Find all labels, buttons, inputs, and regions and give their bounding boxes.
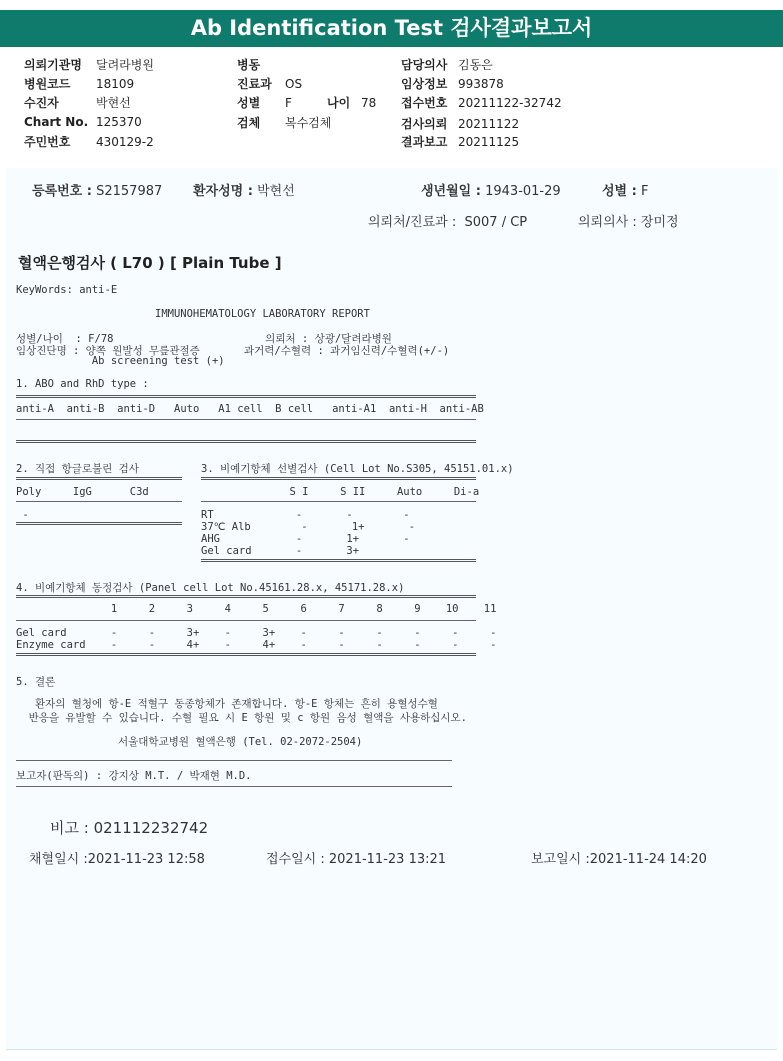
header-value: 김동은 xyxy=(458,58,493,72)
double-rule xyxy=(16,477,182,480)
dat-values: - xyxy=(16,509,29,521)
registration-number xyxy=(32,180,162,199)
info-line-1: 성별/나이 : F/78 의뢰처 : 상광/달려라병원 xyxy=(16,333,392,345)
header-accession-no xyxy=(401,94,562,111)
panel-bottom-divider xyxy=(6,1049,777,1050)
header-label: 의뢰기관명 xyxy=(24,58,82,72)
screening-row: RT - - - xyxy=(201,509,410,521)
header-clinical-info xyxy=(401,75,504,92)
screening-header: S I S II Auto Di-a xyxy=(201,486,480,498)
header-label: 검사의뢰 xyxy=(401,117,448,131)
double-rule xyxy=(16,522,182,525)
header-label: 병동 xyxy=(237,58,261,72)
header-value: F xyxy=(285,96,292,110)
single-rule xyxy=(16,501,182,502)
header-report-date xyxy=(401,133,519,150)
field-value: 2021-11-23 13:21 xyxy=(328,852,447,867)
field-label: 의뢰처/진료과 : xyxy=(368,215,457,230)
double-rule xyxy=(201,477,476,480)
abo-rhd-title: 1. ABO and RhD type : xyxy=(16,378,149,390)
double-rule xyxy=(16,595,476,598)
field-label: 환자성명 : xyxy=(193,184,253,199)
referring-doctor xyxy=(578,211,679,230)
single-rule xyxy=(16,419,476,420)
header-value: 18109 xyxy=(96,77,135,91)
single-rule xyxy=(201,501,476,502)
panel-id-row: Gel card - - 3+ - 3+ - - - - - - xyxy=(16,627,497,639)
field-value: F xyxy=(640,184,649,199)
header-label: 결과보고 xyxy=(401,135,448,149)
single-rule xyxy=(16,760,452,761)
header-label: 나이 xyxy=(327,96,351,110)
field-value: S2157987 xyxy=(96,184,163,199)
header-label: 수진자 xyxy=(24,96,59,110)
field-label: 등록번호 : xyxy=(32,184,92,199)
header-label: 담당의사 xyxy=(401,58,448,72)
header-label: 접수번호 xyxy=(401,96,448,110)
abo-rhd-header: anti-A anti-B anti-D Auto A1 cell B cell anti-A1 anti-H anti-AB xyxy=(16,403,484,415)
section-title: 혈액은행검사 ( L70 ) [ Plain Tube ] xyxy=(18,254,282,272)
report-title: Ab Identification Test 검사결과보고서 xyxy=(0,10,783,47)
dat-header: Poly IgG C3d xyxy=(16,486,149,498)
header-specimen xyxy=(237,114,331,131)
header-ward xyxy=(237,56,285,73)
screening-title: 3. 비예기항체 선별검사 (Cell Lot No.S305, 45151.01.x) xyxy=(201,463,514,475)
field-label: 생년월일 : xyxy=(421,184,481,199)
receipt-time xyxy=(266,848,446,867)
screening-row: AHG - 1+ - xyxy=(201,533,410,545)
header-value: OS xyxy=(285,77,303,91)
field-value: 2021-11-24 14:20 xyxy=(589,852,707,867)
header-requesting-institution xyxy=(24,56,154,73)
patient-sex xyxy=(602,180,648,199)
field-value: 021112232742 xyxy=(93,819,209,837)
field-value: 1943-01-29 xyxy=(485,184,561,199)
header-request-date xyxy=(401,115,519,132)
double-rule xyxy=(16,395,476,398)
header-value: 20211125 xyxy=(458,135,520,149)
reporter: 보고자(판독의) : 강지상 M.T. / 박재현 M.D. xyxy=(16,770,252,782)
header-attending-doctor xyxy=(401,56,493,73)
header-value: 복수검체 xyxy=(285,116,332,130)
collection-time xyxy=(29,848,205,867)
info-line-2: 임상진단명 : 양쪽 원발성 무릎관절증 과거력/수혈력 : 과거임신력/수혈력(+/-) xyxy=(16,345,450,357)
header-patient xyxy=(24,94,131,111)
header-label: 성별 xyxy=(237,96,261,110)
double-rule xyxy=(201,559,476,562)
field-label: 비고 : xyxy=(50,819,89,837)
field-label: 성별 : xyxy=(602,184,637,199)
header-department xyxy=(237,75,302,92)
lab-report-title: IMMUNOHEMATOLOGY LABORATORY REPORT xyxy=(155,308,370,320)
keywords: KeyWords: anti-E xyxy=(16,284,118,296)
header-label: 임상정보 xyxy=(401,77,448,91)
header-value: 430129-2 xyxy=(96,135,154,149)
header-value: 78 xyxy=(361,96,377,110)
header-sex xyxy=(237,94,292,111)
conclusion-line: 반응을 유발할 수 있습니다. 수혈 필요 시 E 항원 및 c 항원 음성 혈액을 사용하십시오. xyxy=(16,712,468,724)
institution: 서울대학교병원 혈액은행 (Tel. 02-2072-2504) xyxy=(118,736,363,748)
panel-id-header: 1 2 3 4 5 6 7 8 9 10 11 xyxy=(16,603,497,615)
header-label: Chart No. xyxy=(24,115,89,129)
header-value: 993878 xyxy=(458,77,504,91)
field-label: 채혈일시 : xyxy=(29,852,88,867)
header-value: 20211122-32742 xyxy=(458,96,562,110)
header-value: 20211122 xyxy=(458,117,520,131)
panel-id-title: 4. 비예기항체 동정검사 (Panel cell Lot No.45161.28.x, 45171.28.x) xyxy=(16,582,405,594)
panel-id-row: Enzyme card - - 4+ - 4+ - - - - - - xyxy=(16,639,497,651)
header-age xyxy=(327,94,376,111)
screening-row: Gel card - 3+ xyxy=(201,545,360,557)
double-rule xyxy=(16,653,476,656)
info-line-3: Ab screening test (+) xyxy=(16,355,225,367)
header-hospital-code xyxy=(24,75,134,92)
field-value: 박현선 xyxy=(257,184,295,199)
screening-row: 37℃ Alb - 1+ - xyxy=(201,521,416,533)
field-label: 의뢰의사 : xyxy=(578,215,637,230)
dat-title: 2. 직접 항글로불린 검사 xyxy=(16,463,139,475)
header-label: 병원코드 xyxy=(24,77,71,91)
field-value: 2021-11-23 12:58 xyxy=(87,852,205,867)
header-label: 진료과 xyxy=(237,77,272,91)
field-value: S007 / CP xyxy=(464,215,528,230)
field-label: 접수일시 : xyxy=(266,852,325,867)
single-rule xyxy=(16,786,452,787)
header-label: 주민번호 xyxy=(24,135,71,149)
header-value: 박현선 xyxy=(96,96,131,110)
conclusion-title: 5. 결론 xyxy=(16,676,56,688)
report-time xyxy=(531,848,707,867)
field-value: 장미정 xyxy=(640,215,679,230)
header-resident-no xyxy=(24,133,154,150)
note xyxy=(50,817,208,838)
single-rule xyxy=(16,620,476,621)
patient-name xyxy=(193,180,295,199)
referral-department xyxy=(368,211,527,230)
header-value: 125370 xyxy=(96,115,142,129)
conclusion-line: 환자의 혈청에 항-E 적혈구 동종항체가 존재합니다. 항-E 항체는 흔히 용혈성수혈 xyxy=(16,698,438,710)
header-value: 달려라병원 xyxy=(96,58,154,72)
header-label: 검체 xyxy=(237,116,261,130)
date-of-birth xyxy=(421,180,561,199)
field-label: 보고일시 : xyxy=(531,852,590,867)
double-rule xyxy=(16,440,476,443)
header-chart-no xyxy=(24,115,142,129)
